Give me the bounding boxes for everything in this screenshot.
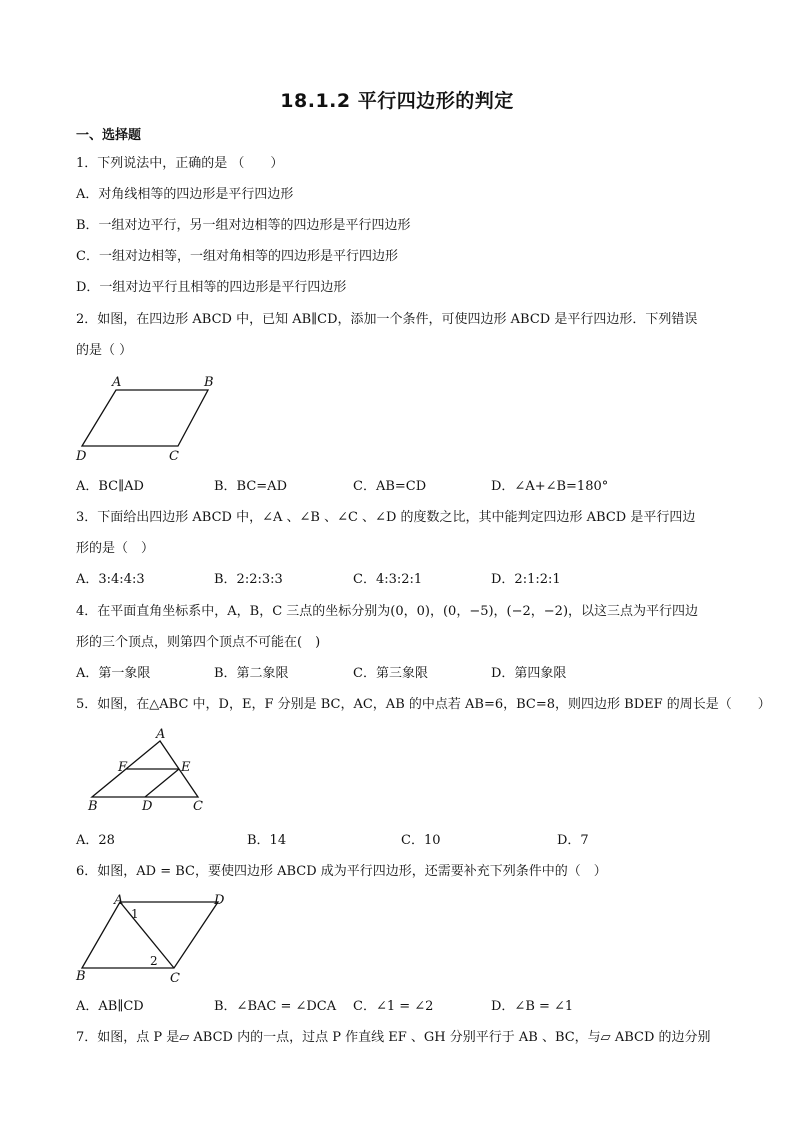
question-4-stem-line-2: 形的三个顶点，则第四个顶点不可能在( ) [76,635,321,650]
question-6-option-c[interactable]: C．∠1 = ∠2 [353,999,434,1014]
label-d: D [214,893,225,908]
label-a: A [112,375,122,390]
label-f: F [118,760,128,775]
label-e: E [181,760,191,775]
question-3-option-a[interactable]: A．3:4:4:3 [76,572,145,587]
question-5-option-a[interactable]: A．28 [76,833,115,848]
question-1-option-b[interactable]: B．一组对边平行，另一组对边相等的四边形是平行四边形 [76,218,411,233]
label-b: B [204,375,214,390]
question-6-option-a[interactable]: A．AB∥CD [76,999,144,1014]
question-4-option-a[interactable]: A．第一象限 [76,666,151,681]
label-d: D [76,449,87,464]
page-title: 18.1.2 平行四边形的判定 [280,90,514,112]
question-1-stem: 1．下列说法中，正确的是 （ ） [76,156,284,171]
question-4-stem-line-1: 4．在平面直角坐标系中，A，B，C 三点的坐标分别为(0，0)，(0，−5)，(−2，−2)，以这三点为平行四边 [76,604,699,619]
question-5-stem: 5．如图，在△ABC 中，D，E，F 分别是 BC，AC，AB 的中点若 AB=6，BC=8，则四边形 BDEF 的周长是（ ） [76,697,771,712]
parallelogram-abcd [82,390,208,446]
angle-2-label: 2 [150,954,158,968]
question-2-option-c[interactable]: C．AB=CD [353,479,427,494]
question-1-option-a[interactable]: A．对角线相等的四边形是平行四边形 [76,187,294,202]
label-b: B [88,799,98,814]
label-d: D [142,799,153,814]
question-2-figure [72,372,232,464]
question-4-option-d[interactable]: D．第四象限 [491,666,567,681]
question-3-stem-line-1: 3．下面给出四边形 ABCD 中，∠A 、∠B 、∠C 、∠D 的度数之比，其中能判定四边形 ABCD 是平行四边 [76,510,696,525]
label-c: C [193,799,203,814]
question-2-stem-line-1: 2．如图，在四边形 ABCD 中，已知 AB∥CD，添加一个条件，可使四边形 ABCD 是平行四边形．下列错误 [76,312,698,327]
question-5-option-c[interactable]: C．10 [401,833,441,848]
question-4-option-b[interactable]: B．第二象限 [214,666,289,681]
question-3-option-d[interactable]: D．2:1:2:1 [491,572,561,587]
question-4-option-c[interactable]: C．第三象限 [353,666,428,681]
question-5-option-b[interactable]: B．14 [247,833,287,848]
question-6-stem: 6．如图，AD = BC，要使四边形 ABCD 成为平行四边形，还需要补充下列条件中的（ ） [76,864,607,879]
label-a: A [156,727,166,742]
question-7-stem: 7．如图，点 P 是▱ ABCD 内的一点，过点 P 作直线 EF 、GH 分别平行于 AB 、BC，与▱ ABCD 的边分别 [76,1030,711,1045]
question-6-figure [74,890,244,988]
question-2-option-b[interactable]: B．BC=AD [214,479,287,494]
segment-ed [145,769,179,797]
label-c: C [170,971,180,986]
question-6-option-b[interactable]: B．∠BAC = ∠DCA [214,999,337,1014]
question-2-option-d[interactable]: D．∠A+∠B=180° [491,479,609,494]
question-3-stem-line-2: 形的是（ ） [76,541,155,556]
diagonal-ac [120,902,174,968]
question-5-option-d[interactable]: D．7 [557,833,589,848]
question-2-option-a[interactable]: A．BC∥AD [76,479,144,494]
question-3-option-b[interactable]: B．2:2:3:3 [214,572,283,587]
section-heading: 一、选择题 [76,128,142,143]
question-3-option-c[interactable]: C．4:3:2:1 [353,572,423,587]
label-a: A [114,893,124,908]
question-6-option-d[interactable]: D．∠B = ∠1 [491,999,574,1014]
question-1-option-c[interactable]: C．一组对边相等，一组对角相等的四边形是平行四边形 [76,249,398,264]
question-2-stem-line-2: 的是（ ） [76,343,133,358]
angle-1-label: 1 [131,907,139,921]
question-1-option-d[interactable]: D．一组对边平行且相等的四边形是平行四边形 [76,280,347,295]
label-c: C [169,449,179,464]
question-5-figure [80,727,220,815]
label-b: B [76,969,86,984]
